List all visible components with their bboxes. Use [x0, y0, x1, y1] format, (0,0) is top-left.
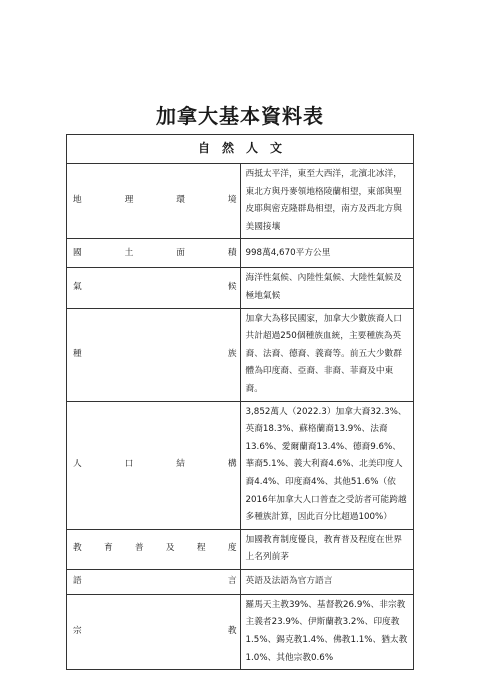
row-value: 3,852萬人（2022.3）加拿大裔32.3%、英裔18.3%、蘇格蘭裔13.9%、法裔13.6%、愛爾蘭裔13.4%、德裔9.6%、華裔5.1%、義大利裔4.6%、北美印度人裔4.4%、印度裔4%、其他51.6%（依2016年加拿大人口普查之受訪者可能跨越多種族計算，因此百分比超過100%） [240, 401, 414, 529]
table-row-geography [67, 164, 414, 239]
table-row-population [67, 401, 414, 529]
page-title: 加拿大基本資料表 [156, 104, 324, 128]
row-label: 教育普及程度 [67, 529, 241, 569]
row-value: 998萬4,670平方公里 [240, 239, 414, 268]
row-label: 人口結構 [67, 401, 241, 529]
row-value: 西抵太平洋，東至大西洋，北濱北冰洋，東北方與丹麥領地格陵蘭相望，東部與聖皮耶與密克隆群島相望，南方及西北方與美國接壤 [240, 164, 414, 239]
table-header-row [67, 135, 414, 164]
table-row-education [67, 529, 414, 569]
row-label: 地理環境 [67, 164, 241, 239]
basic-info-table [66, 134, 414, 670]
table-row-language [67, 569, 414, 594]
row-label: 氣候 [67, 268, 241, 308]
row-label: 國土面積 [67, 239, 241, 268]
section-header: 自 然 人 文 [67, 135, 414, 164]
row-label: 種族 [67, 308, 241, 401]
table-row-religion [67, 594, 414, 669]
row-value: 英語及法語為官方語言 [240, 569, 414, 594]
table-row-climate [67, 268, 414, 308]
table-row-ethnicity [67, 308, 414, 401]
row-label: 語言 [67, 569, 241, 594]
row-value: 羅馬天主教39%、基督教26.9%、非宗教主義者23.9%、伊斯蘭教3.2%、印度教1.5%、錫克教1.4%、佛教1.1%、猶太教1.0%、其他宗教0.6% [240, 594, 414, 669]
table-row-area [67, 239, 414, 268]
row-value: 海洋性氣候、內陸性氣候、大陸性氣候及極地氣候 [240, 268, 414, 308]
row-value: 加國教育制度優良，教育普及程度在世界上名列前茅 [240, 529, 414, 569]
row-label: 宗教 [67, 594, 241, 669]
row-value: 加拿大為移民國家，加拿大少數族裔人口共計超過250個種族血統，主要種族為英裔、法裔、德裔、義裔等。前五大少數群體為印度裔、亞裔、非裔、菲裔及中東裔。 [240, 308, 414, 401]
